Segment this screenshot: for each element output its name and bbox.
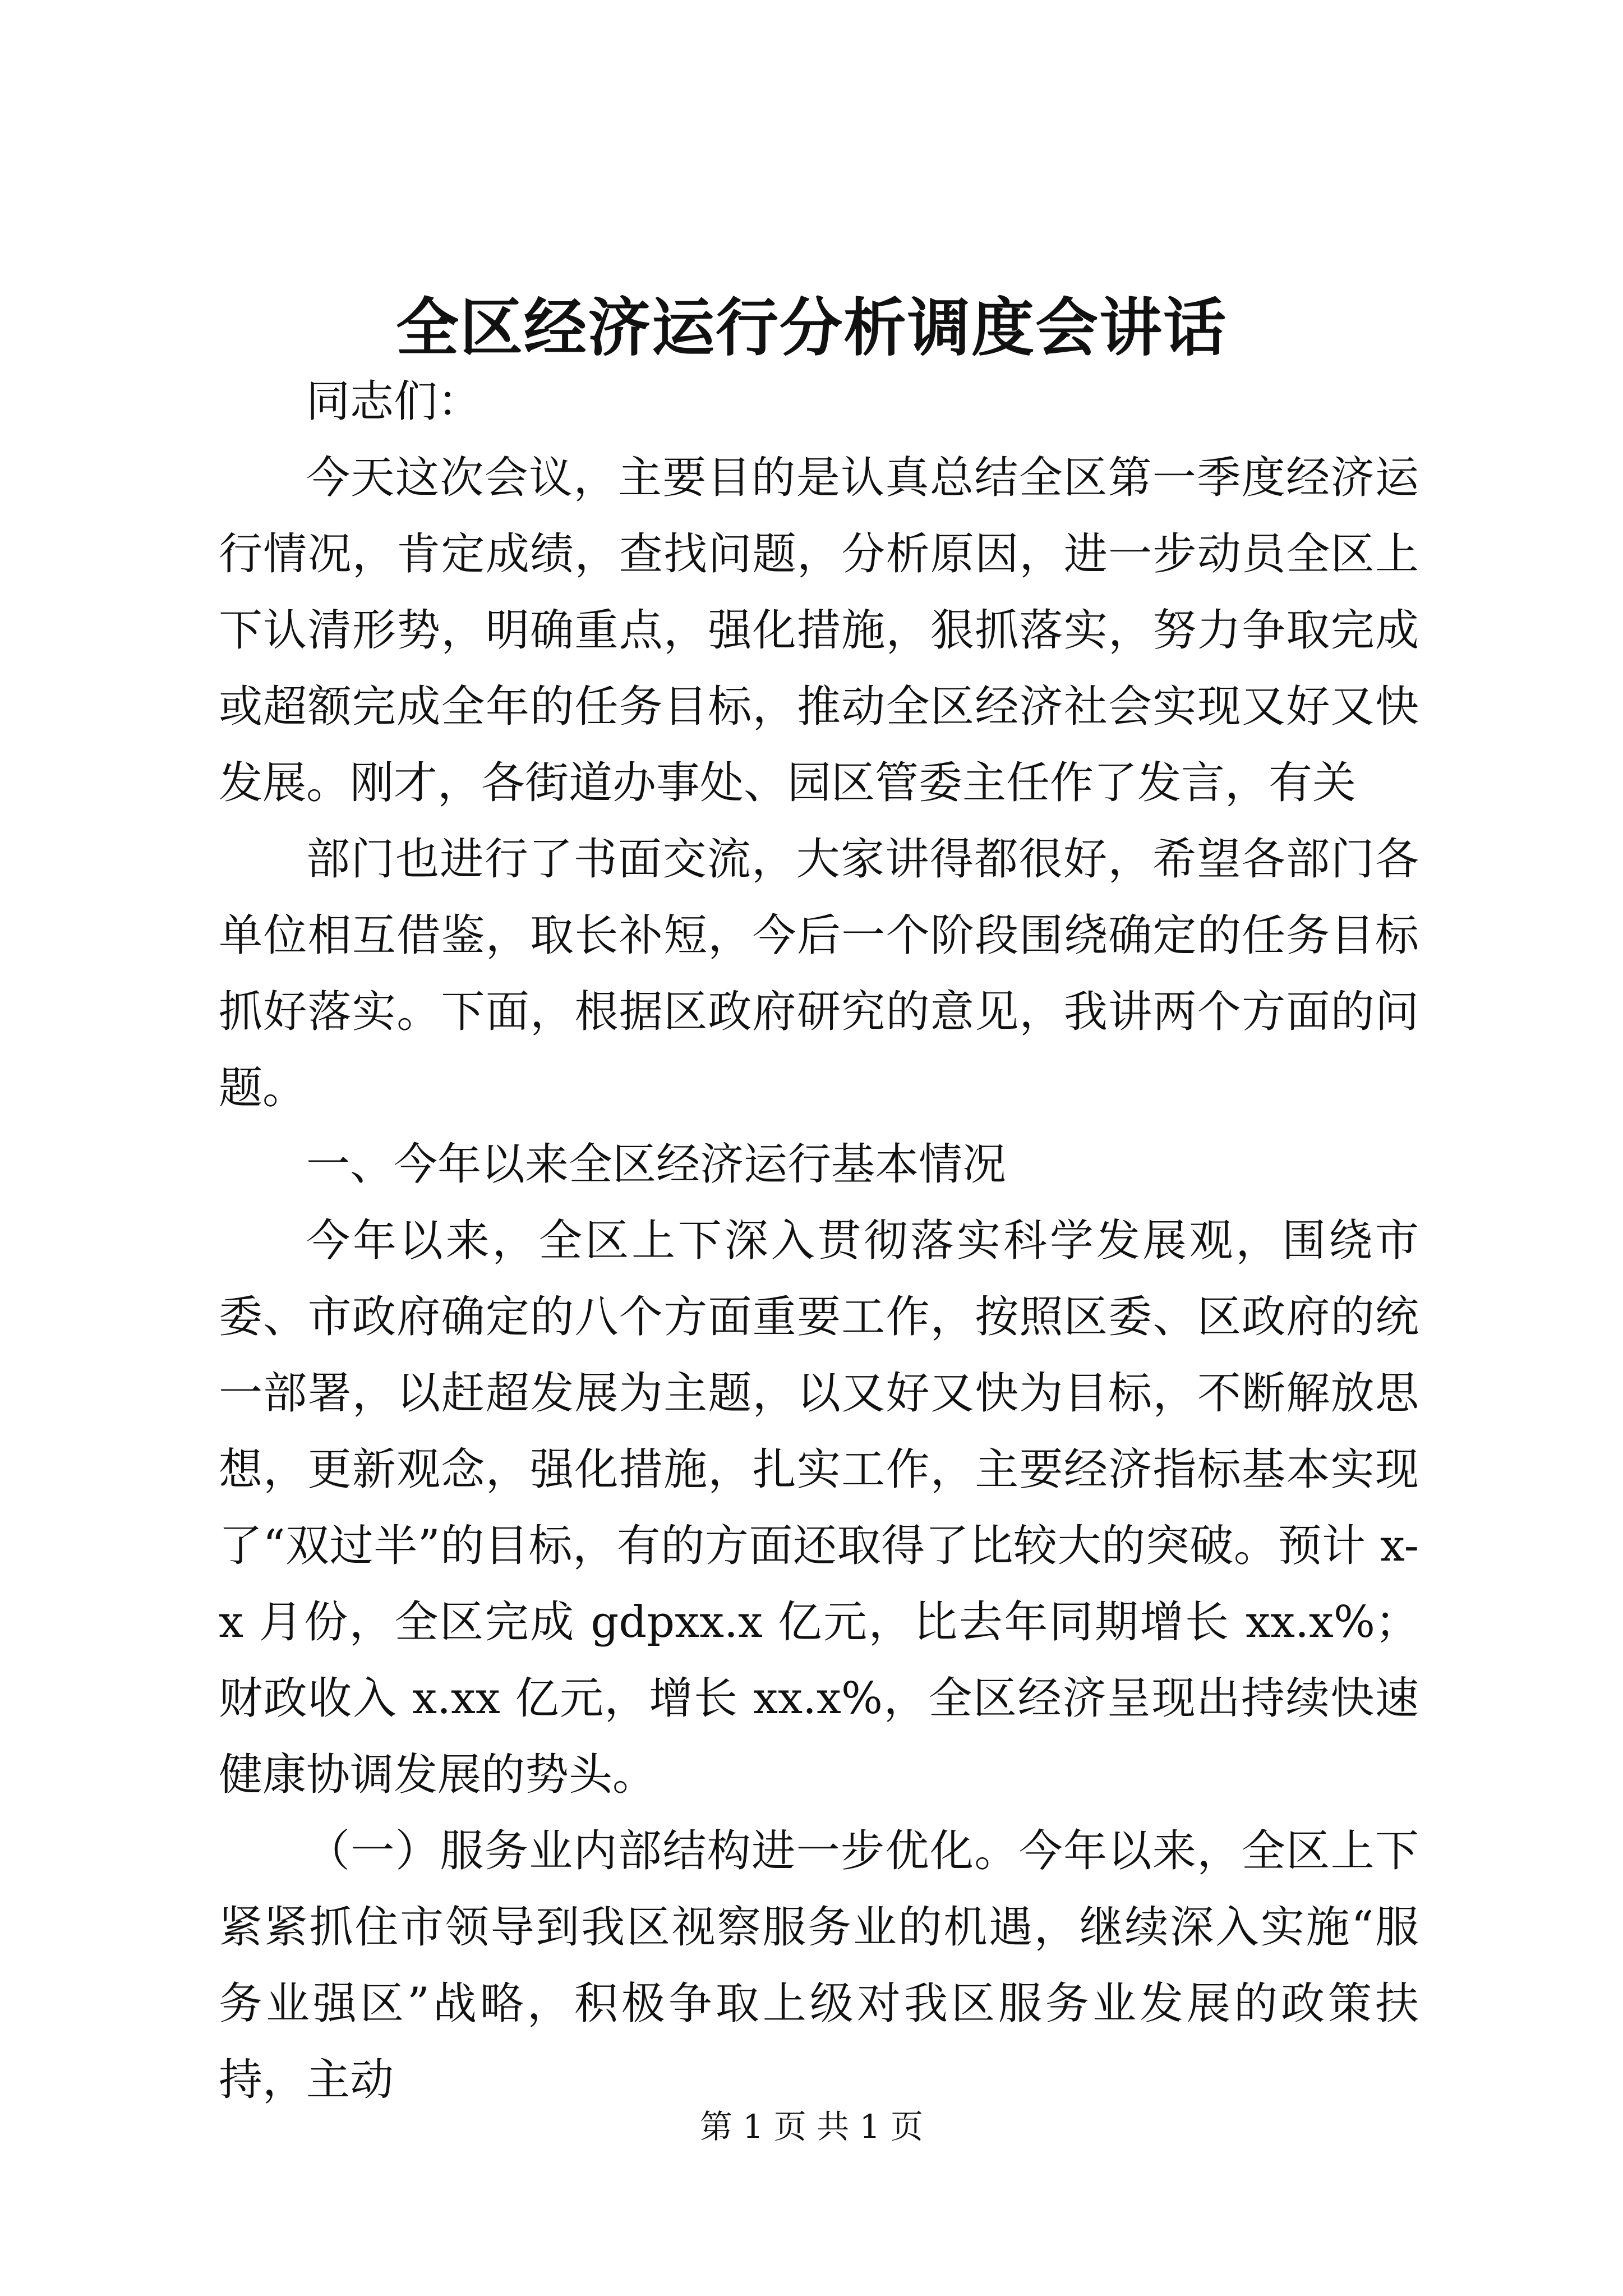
body-paragraph: 今天这次会议，主要目的是认真总结全区第一季度经济运行情况，肯定成绩，查找问题，分析原因，进一步动员全区上下认清形势，明确重点，强化措施，狠抓落实，努力争取完成或超额完成全年的任务目标，推动全区经济社会实现又好又快发展。刚才，各街道办事处、园区管委主任作了发言，有关 bbox=[219, 453, 1419, 808]
document-body bbox=[219, 364, 1419, 2118]
section-heading: 一、今年以来全区经济运行基本情况 bbox=[306, 1139, 1007, 1190]
body-paragraph: 今年以来，全区上下深入贯彻落实科学发展观，围绕市委、市政府确定的八个方面重要工作，按照区委、区政府的统一部署，以赶超发展为主题，以又好又快为目标，不断解放思想，更新观念，强化措施，扎实工作，主要经济指标基本实现了“双过半”的目标，有的方面还取得了比较大的突破。预计 x-x 月份，全区完成 gdpxx.x 亿元，比去年同期增长 xx.x%；财政收入 x.xx 亿元，增长 xx.x%，全区经济呈现出持续快速健康协调发展的势头。 bbox=[219, 1216, 1419, 1800]
salutation-paragraph: 同志们： bbox=[306, 376, 482, 427]
document-title: 全区经济运行分析调度会讲话 bbox=[396, 291, 1227, 365]
body-paragraph: （一）服务业内部结构进一步优化。今年以来，全区上下紧紧抓住市领导到我区视察服务业的机遇，继续深入实施“服务业强区”战略，积极争取上级对我区服务业发展的政策扶持，主动 bbox=[219, 1826, 1419, 2105]
body-paragraph: 部门也进行了书面交流，大家讲得都很好，希望各部门各单位相互借鉴，取长补短，今后一个阶段围绕确定的任务目标抓好落实。下面，根据区政府研究的意见，我讲两个方面的问题。 bbox=[219, 834, 1419, 1114]
page-footer: 第 1 页 共 1 页 bbox=[700, 2108, 923, 2146]
